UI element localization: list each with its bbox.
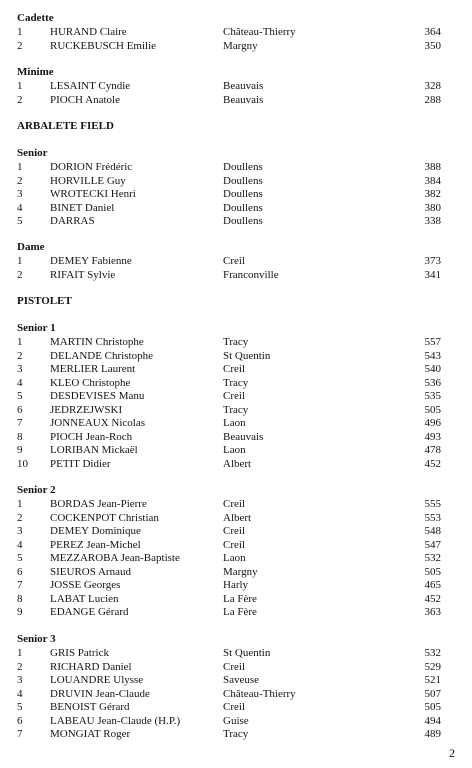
city-cell: Doullens [223,174,263,187]
score-cell: 548 [424,525,441,537]
result-row [0,458,472,471]
name-cell: DRUVIN Jean-Claude [50,687,150,700]
name-cell: MARTIN Christophe [50,336,144,348]
rank-cell: 2 [17,349,23,362]
rank-cell: 2 [17,93,23,106]
result-row [0,336,472,349]
name-cell: MEZZAROBA Jean-Baptiste [50,552,180,564]
name-cell: LABEAU Jean-Claude (H.P.) [50,714,181,727]
result-row [0,175,472,188]
name-cell: BINET Daniel [50,201,115,214]
city-cell: Albert [223,511,252,524]
name-cell: COCKENPOT Christian [50,511,159,524]
score-cell: 555 [424,498,441,510]
rank-cell: 2 [17,174,23,187]
score-cell: 489 [424,728,441,740]
score-cell: 521 [424,674,441,686]
score-cell: 553 [424,511,441,524]
name-cell: LORIBAN Mickaël [50,444,138,456]
score-cell: 452 [424,457,441,470]
name-cell: RIFAIT Sylvie [50,268,116,281]
result-row [0,728,472,741]
name-cell: DELANDE Christophe [50,349,153,362]
result-row [0,688,472,701]
result-row [0,404,472,417]
result-row [0,431,472,444]
result-row [0,215,472,228]
city-cell: La Fère [223,606,257,618]
score-cell: 532 [424,552,441,564]
result-row [0,26,472,39]
score-cell: 382 [424,188,441,200]
city-cell: Laon [223,444,246,456]
result-row [0,390,472,403]
rank-cell: 2 [17,511,23,524]
name-cell: JEDRZEJWSKI [50,403,123,416]
score-cell: 452 [424,592,441,605]
rank-cell: 1 [17,647,23,659]
rank-cell: 4 [17,687,23,700]
result-row [0,161,472,174]
city-cell: St Quentin [223,647,271,659]
score-cell: 505 [424,701,441,713]
rank-cell: 1 [17,26,23,38]
rank-cell: 5 [17,552,23,564]
score-cell: 540 [424,363,441,375]
city-cell: Doullens [223,201,263,214]
name-cell: GRIS Patrick [50,647,109,659]
category-heading: PISTOLET [17,295,72,307]
result-row [0,674,472,687]
rank-cell: 5 [17,215,23,227]
name-cell: PIOCH Jean-Roch [50,430,133,443]
score-cell: 384 [424,174,441,187]
city-cell: Franconville [223,268,279,281]
city-cell: Creil [223,255,245,267]
score-cell: 350 [424,39,441,52]
rank-cell: 1 [17,498,23,510]
result-row [0,255,472,268]
rank-cell: 7 [17,417,23,429]
score-cell: 532 [424,647,441,659]
result-row [0,566,472,579]
name-cell: DEMEY Dominique [50,525,141,537]
result-row [0,579,472,592]
city-cell: Beauvais [223,80,264,92]
city-cell: Beauvais [223,93,264,106]
name-cell: HURAND Claire [50,26,127,38]
score-cell: 493 [424,430,441,443]
rank-cell: 2 [17,660,23,673]
rank-cell: 10 [17,457,28,470]
result-row [0,202,472,215]
subcategory-heading: Dame [17,241,45,253]
score-cell: 328 [424,80,441,92]
score-cell: 380 [424,201,441,214]
score-cell: 543 [424,349,441,362]
city-cell: La Fère [223,592,257,605]
city-cell: Doullens [223,161,263,173]
city-cell: Tracy [223,376,249,389]
result-row [0,417,472,430]
city-cell: Saveuse [223,674,260,686]
result-row [0,188,472,201]
rank-cell: 5 [17,701,23,713]
name-cell: HORVILLE Guy [50,174,126,187]
city-cell: Margny [223,565,258,578]
city-cell: Harly [223,579,249,591]
city-cell: Creil [223,660,245,673]
score-cell: 373 [424,255,441,267]
result-row [0,512,472,525]
score-cell: 536 [424,376,441,389]
city-cell: Château-Thierry [223,687,296,700]
score-cell: 338 [424,215,441,227]
city-cell: Tracy [223,403,249,416]
name-cell: PIOCH Anatole [50,93,120,106]
rank-cell: 8 [17,430,23,443]
city-cell: Laon [223,552,246,564]
city-cell: Château-Thierry [223,26,296,38]
result-row [0,525,472,538]
result-row [0,377,472,390]
result-row [0,363,472,376]
city-cell: Beauvais [223,430,264,443]
rank-cell: 8 [17,592,23,605]
rank-cell: 3 [17,363,23,375]
rank-cell: 9 [17,444,23,456]
name-cell: JOSSE Georges [50,579,121,591]
city-cell: Margny [223,39,258,52]
result-row [0,350,472,363]
result-row [0,647,472,660]
result-row [0,444,472,457]
city-cell: Tracy [223,336,249,348]
result-row [0,94,472,107]
rank-cell: 1 [17,255,23,267]
score-cell: 507 [424,687,441,700]
name-cell: LESAINT Cyndie [50,80,131,92]
name-cell: WROTECKI Henri [50,188,136,200]
result-row [0,606,472,619]
category-heading: ARBALETE FIELD [17,120,114,132]
score-cell: 465 [424,579,441,591]
result-row [0,593,472,606]
name-cell: PETIT Didier [50,457,111,470]
name-cell: MONGIAT Roger [50,728,131,740]
rank-cell: 5 [17,390,23,402]
score-cell: 363 [424,606,441,618]
rank-cell: 2 [17,39,23,52]
city-cell: Creil [223,390,245,402]
name-cell: RICHARD Daniel [50,660,132,673]
score-cell: 557 [424,336,441,348]
subcategory-heading: Senior 2 [17,484,56,496]
city-cell: Creil [223,538,245,551]
rank-cell: 2 [17,268,23,281]
rank-cell: 4 [17,376,23,389]
name-cell: MERLIER Laurent [50,363,136,375]
name-cell: BENOIST Gérard [50,701,130,713]
rank-cell: 3 [17,188,23,200]
result-row [0,539,472,552]
name-cell: DEMEY Fabienne [50,255,132,267]
rank-cell: 1 [17,336,23,348]
name-cell: EDANGE Gérard [50,606,129,618]
name-cell: DARRAS [50,215,95,227]
score-cell: 535 [424,390,441,402]
city-cell: Doullens [223,215,263,227]
score-cell: 288 [424,93,441,106]
result-row [0,498,472,511]
name-cell: LABAT Lucien [50,592,119,605]
score-cell: 388 [424,161,441,173]
rank-cell: 3 [17,674,23,686]
score-cell: 547 [424,538,441,551]
rank-cell: 1 [17,161,23,173]
name-cell: DESDEVISES Manu [50,390,145,402]
city-cell: Albert [223,457,252,470]
rank-cell: 3 [17,525,23,537]
city-cell: St Quentin [223,349,271,362]
subcategory-heading: Minime [17,66,54,78]
name-cell: JONNEAUX Nicolas [50,417,146,429]
rank-cell: 7 [17,579,23,591]
name-cell: RUCKEBUSCH Emilie [50,39,157,52]
score-cell: 341 [424,268,441,281]
city-cell: Guise [223,714,249,727]
score-cell: 478 [424,444,441,456]
result-row [0,661,472,674]
name-cell: SIEUROS Arnaud [50,565,131,578]
subcategory-heading: Senior 3 [17,633,56,645]
rank-cell: 1 [17,80,23,92]
result-row [0,269,472,282]
city-cell: Creil [223,525,245,537]
result-row [0,80,472,93]
city-cell: Creil [223,363,245,375]
page-number: 2 [449,746,455,760]
result-row [0,715,472,728]
rank-cell: 6 [17,714,23,727]
score-cell: 494 [424,714,441,727]
subcategory-heading: Senior [17,147,48,159]
name-cell: LOUANDRE Ulysse [50,674,144,686]
score-cell: 529 [424,660,441,673]
city-cell: Doullens [223,188,263,200]
name-cell: PEREZ Jean-Michel [50,538,141,551]
rank-cell: 9 [17,606,23,618]
result-row [0,552,472,565]
rank-cell: 6 [17,403,23,416]
city-cell: Tracy [223,728,249,740]
rank-cell: 4 [17,538,23,551]
subcategory-heading: Cadette [17,12,54,24]
name-cell: BORDAS Jean-Pierre [50,498,147,510]
rank-cell: 4 [17,201,23,214]
score-cell: 364 [424,26,441,38]
score-cell: 505 [424,403,441,416]
subcategory-heading: Senior 1 [17,322,56,334]
name-cell: KLEO Christophe [50,376,131,389]
city-cell: Laon [223,417,246,429]
score-cell: 505 [424,565,441,578]
city-cell: Creil [223,498,245,510]
rank-cell: 7 [17,728,23,740]
result-row [0,701,472,714]
score-cell: 496 [424,417,441,429]
name-cell: DORION Frédéric [50,161,133,173]
city-cell: Creil [223,701,245,713]
rank-cell: 6 [17,565,23,578]
result-row [0,40,472,53]
